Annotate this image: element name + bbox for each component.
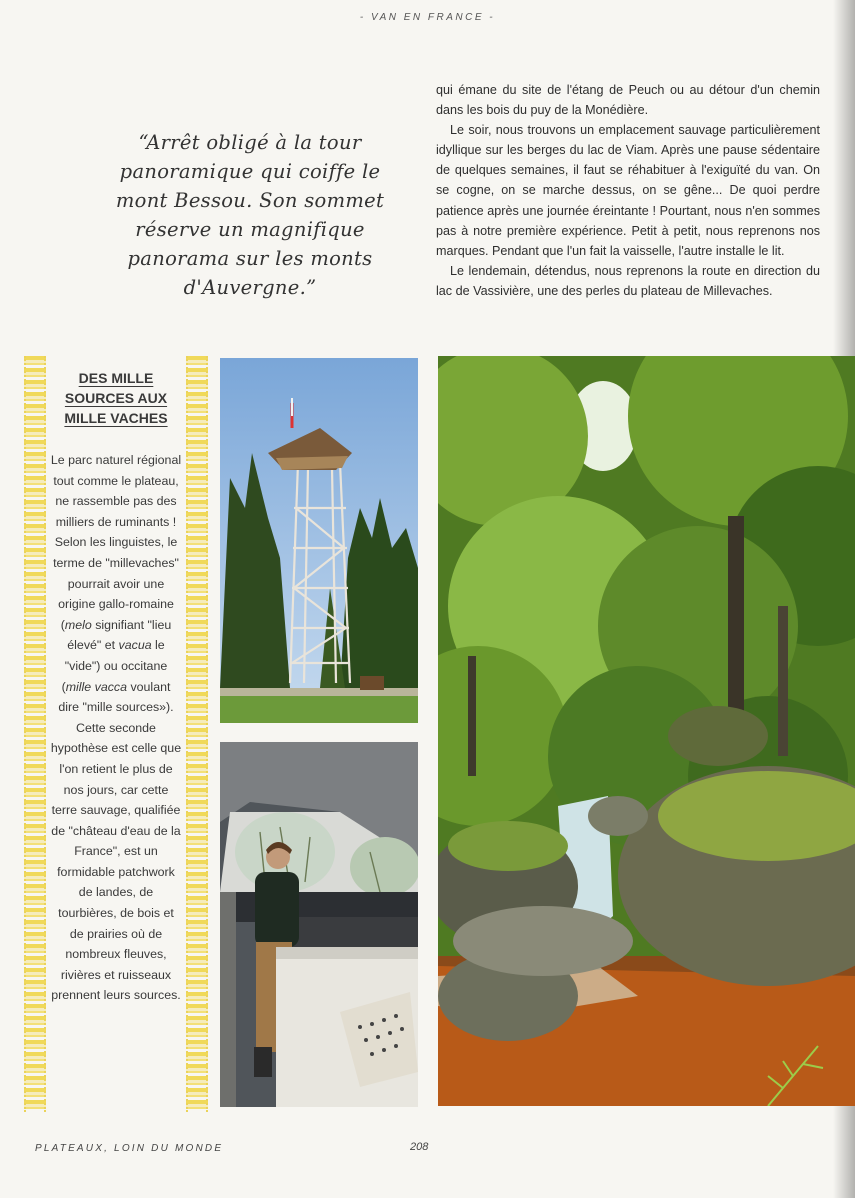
- tire-tread-border-left: [24, 356, 46, 1112]
- sidebar-text-part: signifiant "lieu élevé" et: [67, 617, 172, 653]
- forest-stream-photo: [438, 356, 855, 1106]
- article-paragraph: Le soir, nous trouvons un emplacement sauvage particulièrement idyllique sur les berges du lac de Viam. Après une pause sédentaire de quelques semaines, il faut se réhabituer à l'exiguïté du van. On se cogne, on se marche dessus, on se gêne... De quoi perdre patience après une journée éreintante ! Pourtant, nous n'en sommes pas à notre première expérience. Petit à petit, nous reprenons nos marques. Pendant que l'un fait la vaisselle, l'autre installe le lit.: [436, 123, 820, 258]
- sidebar-text-part: Le parc naturel régional tout comme le plateau, ne rassemble pas des milliers de ruminants ! Selon les linguistes, le terme de "millevaches" pourrait avoir une origine gallo-romaine (: [50, 453, 182, 632]
- sidebar-title: DES MILLE SOURCES AUX MILLE VACHES: [64, 370, 168, 426]
- tower-photo: [220, 358, 418, 723]
- sidebar-text-italic: mille vacca: [65, 679, 128, 694]
- article-paragraph: qui émane du site de l'étang de Peuch ou au détour d'un chemin dans les bois du puy de la Monédière.: [436, 83, 820, 118]
- van-interior-photo: [220, 742, 418, 1107]
- page-number: 208: [410, 1141, 429, 1153]
- running-head: - VAN EN FRANCE -: [359, 12, 496, 23]
- sidebar-text-italic: vacua: [118, 638, 152, 653]
- sidebar-text-italic: melo: [64, 617, 92, 632]
- article-paragraph: Le lendemain, détendus, nous reprenons la route en direction du lac de Vassivière, une des perles du plateau de Millevaches.: [436, 263, 820, 298]
- article-body: [436, 80, 820, 301]
- sidebar-text: [50, 450, 182, 1006]
- sidebar-text-part: voulant dire "mille sources»). Cette seconde hypothèse est celle que l'on retient le plus de nos jours, car cette terre sauvage, qualifiée de "château d'eau de la France", est un formidable patchwork de landes, de tourbières, de bois et de prairies où de nombreux fleuves, rivières et ruisseaux prennent leurs sources.: [50, 679, 182, 1003]
- tire-tread-border-right: [186, 356, 208, 1112]
- sidebar-text-part: le "vide") ou occitane (: [61, 638, 168, 694]
- pull-quote: “Arrêt obligé à la tour panoramique qui coiffe le mont Bessou. Son sommet réserve un magnifique panorama sur les monts d'Auvergne.”: [115, 131, 385, 299]
- footer-section-title: PLATEAUX, LOIN DU MONDE: [35, 1143, 224, 1154]
